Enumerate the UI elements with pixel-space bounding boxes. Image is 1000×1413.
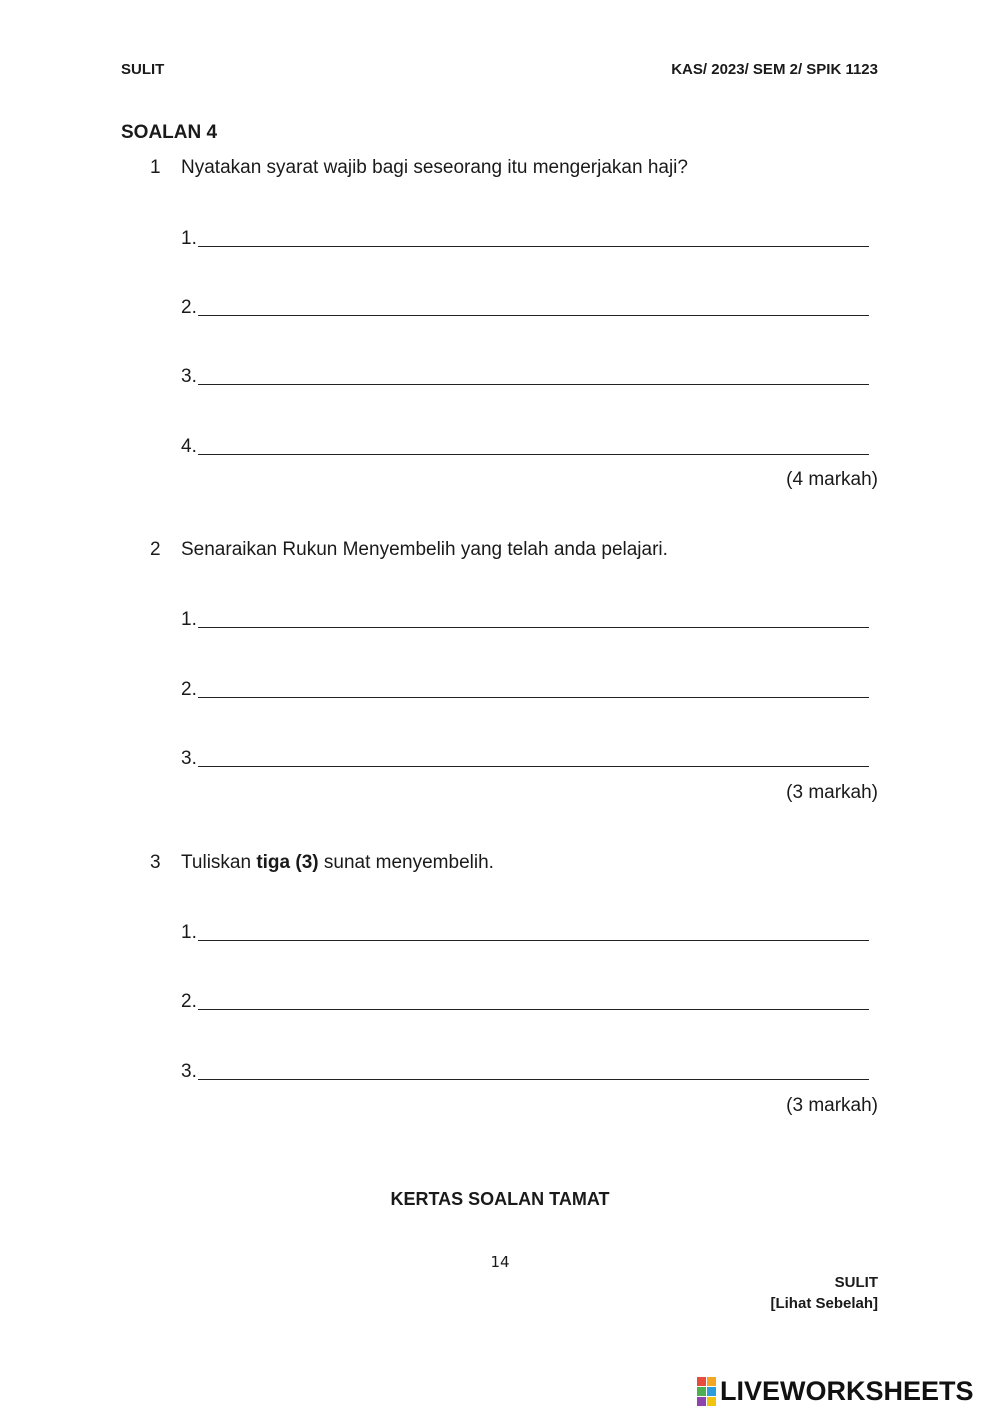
q2-answer-input-2[interactable] [198,672,869,698]
q1-answer-input-2[interactable] [198,290,869,316]
q1-answer-label-2: 2. [181,297,197,318]
question-2-text: Senaraikan Rukun Menyembelih yang telah anda pelajari. [181,539,668,560]
question-3-text [181,852,494,874]
q3-answer-input-3[interactable] [198,1054,869,1080]
header-paper-code: KAS/ 2023/ SEM 2/ SPIK 1123 [671,61,878,78]
q1-answer-label-1: 1. [181,228,197,249]
page-number: 14 [490,1253,510,1271]
q3-answer-input-2[interactable] [198,984,869,1010]
logo-text: LIVEWORKSHEETS [720,1376,974,1406]
logo-square [707,1397,716,1406]
logo-square [697,1397,706,1406]
q2-answer-label-1: 1. [181,609,197,630]
end-of-paper: KERTAS SOALAN TAMAT [390,1189,610,1209]
section-title: SOALAN 4 [121,122,218,143]
q3-answer-input-1[interactable] [198,915,869,941]
question-1-text: Nyatakan syarat wajib bagi seseorang itu mengerjakan haji? [181,157,688,178]
question-3-marks: (3 markah) [786,1095,878,1116]
q2-answer-input-1[interactable] [198,602,869,628]
footer-sulit: SULIT [834,1274,878,1291]
header-sulit: SULIT [121,61,165,78]
logo-square [697,1387,706,1396]
q1-answer-input-1[interactable] [198,221,869,247]
q2-answer-label-3: 3. [181,748,197,769]
question-1-number: 1 [150,157,161,178]
question-3-text-start: Tuliskan [181,852,257,873]
logo-square [697,1377,706,1386]
q1-answer-label-4: 4. [181,436,197,457]
q1-answer-label-3: 3. [181,366,197,387]
q2-answer-label-2: 2. [181,679,197,700]
liveworksheets-logo [697,1376,974,1407]
q1-answer-input-4[interactable] [198,429,869,455]
q3-answer-label-1: 1. [181,922,197,943]
logo-square [707,1387,716,1396]
logo-square [707,1377,716,1386]
question-2-marks: (3 markah) [786,782,878,803]
question-3-text-end: sunat menyembelih. [318,852,494,873]
q1-answer-input-3[interactable] [198,359,869,385]
logo-icon [697,1377,716,1406]
q3-answer-label-3: 3. [181,1061,197,1082]
question-2-number: 2 [150,539,161,560]
q2-answer-input-3[interactable] [198,741,869,767]
footer-next-page: [Lihat Sebelah] [770,1295,878,1312]
question-1-marks: (4 markah) [786,469,878,490]
question-3-text-bold: tiga (3) [256,852,319,873]
q3-answer-label-2: 2. [181,991,197,1012]
question-3-number: 3 [150,852,161,873]
